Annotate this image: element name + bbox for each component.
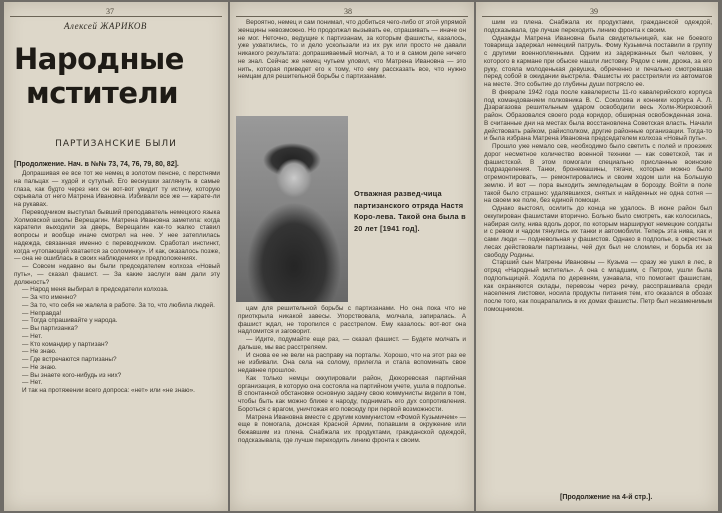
page-number: 39 bbox=[590, 7, 598, 16]
paragraph: Как только немцы оккупировали район, Дюкоревская партийная организация, в которую она состояла на партийном учете, ушла в подполье. В спонтанной обстановке основную задачу свою коммунисты видели в том, чтобы быть как можно ближе к народу, поднимать его дух сопротивления. Бороться с врагом, уничтожая его повсюду при первой возможности. bbox=[238, 374, 466, 413]
paragraph: — За то, что себя не жалела в работе. За то, что любила людей. bbox=[22, 301, 215, 309]
paragraph: В феврале 1942 года после кавалеристы 11-го кавалерийского корпуса под командованием полковника В. С. Соколова и конники корпуса А. Л. Дзарагазова решительным ударом освободили весь Холм-Жирковский район. Образовался своего рода коридор, обширная освобожденная зона. В считанные дни на местах была восстановлена Советская власть. Начали действовать райком, райисполком, другие районные организации. Тогда-то и была избрана Матрена Ивановна председателем колхоза «Новый путь». bbox=[484, 88, 712, 143]
paragraph: — Нет. bbox=[22, 332, 43, 340]
page-number: 38 bbox=[344, 7, 352, 16]
paragraph: Старший сын Матрены Ивановны — Кузьма — сразу же ушел в лес, в отряд «Народный мститель». А она с младшим, с Петром, ушли была подпольщицей. Ходила по деревням, узнавала, что помогает фашистам, как охраняются склады, перевозы через речку, расспрашивала среди населения листовки, носила продукты питания тем, кто оказался в обозах после того, как поцарапались в их домах фашисты. Петр был незаменимым помощником. bbox=[484, 259, 712, 313]
paragraph: Допрашивая ее все тот же немец в золотом пенсне, с перстнями на пальцах — худой и сутулый. Его веснушки заглянуть в самые глаза, как будто через них он вот-вот увидит ту истину, которую скрывала от него Матрена Ивановна. Избивали все же — карате-ли на рукавах. bbox=[14, 170, 220, 208]
paragraph: Прошло уже немало сев, необходимо было светить с полей и проезжих дорог несметное количество военной техники — как советской, так и фашистской. В этом помогали специально присланные воинские подразделения. Танки, бронемашины, тягачи, которые можно было отремонтировать, — ремонтировались и своим ходом шли на Большую землю. И вот — пора выходить земледельцам в борозду. Войти в поле такой было страшно: удалявшихся, снятых и найденных не одна сотня — на своем же поле, без единой помощи. bbox=[484, 143, 712, 205]
paragraph: — Вы знаете кого-нибудь из них? bbox=[22, 371, 122, 379]
page-39 bbox=[476, 2, 718, 511]
paragraph: Однако выстоял, осилить до конца не удалось. В июне район был оккупирован фашистами вторично. Больно было смотреть, как колосилась, набирая силу, нива вдоль дорог, по которым маршируют немецкие солдаты и с ревом и чадом тянулись их танки и автомобили. Теперь эта нива, как и сами люди — подневольная у фашистов. Однако в подполье, в окрестных лесах действовали партизаны, чей дух был не сломлен, и борьба их за свободу Родины. bbox=[484, 205, 712, 259]
author-byline: Алексей ЖАРИКОВ bbox=[64, 21, 147, 31]
paragraph: — За что именно? bbox=[22, 294, 77, 301]
paragraph: — Не знаю. bbox=[22, 348, 57, 356]
body-text-p38-bottom bbox=[238, 305, 466, 511]
paragraph: Однажды Матрена Ивановна была свидетельницей, как не боевого товарища задержал немецкий патруль. Фому Кузьмича поставили в группу с другими военнопленными. Одним из задержанных был человек, у которого в кармане при обыске нашли листовку. Рядом с ним, дрожа, за его руку, стояла молоденькая девушка, обреченно и печально смотревшая перед собой в ожидании выстрела. Фашисты их расстреляли из автоматов на месте. Это событие до глубины души потрясло ее. bbox=[484, 34, 712, 88]
page-number: 37 bbox=[106, 7, 114, 16]
paragraph: шим из плена. Снабжала их продуктами, гражданской одеждой, подсказывала, где лучше переходить линию фронта к своим. bbox=[484, 19, 712, 34]
paragraph: — Не знаю. bbox=[22, 363, 57, 371]
paragraph: — Неправда! bbox=[22, 309, 62, 317]
paragraph: И так на протяжении всего допроса: «нет» или «не знаю». bbox=[22, 387, 195, 394]
header-rule bbox=[482, 16, 712, 17]
paragraph: — Народ меня выбирал в председатели колхоза. bbox=[22, 286, 169, 294]
paragraph: — Совсем недавно вы были председателем колхоза «Новый путь», — сказал фашист. — За какие заслуги вам дали эту должность? bbox=[14, 263, 220, 286]
title-line-2: мстители bbox=[26, 76, 179, 110]
article-title bbox=[14, 42, 184, 110]
title-line-1: Народные bbox=[14, 42, 184, 76]
header-rule bbox=[10, 16, 222, 17]
paragraph: — Вы партизанка? bbox=[22, 325, 78, 332]
paragraph: Матрена Ивановна вместе с другим коммунистом «Фомой Кузьмичем» — еще в помогала, донская Красной Армии, попавшим в окружение или бежавшим из плена. Снабжала их продуктами, гражданской одеждой, подсказывала, где лучше переходить линию фронта к своим. bbox=[238, 413, 466, 444]
paragraph: — Тогда спрашивайте у народа. bbox=[22, 317, 118, 325]
paragraph: И снова ее не вели на расправу на порталы. Хорошо, что на этот раз ее не избивали. Она села на солому, прилегла и стала вспоминать свое недавнее прошлое. bbox=[238, 351, 466, 374]
body-text-p38-top bbox=[238, 19, 466, 115]
continued-note: [Продолжение на 4-й стр.]. bbox=[560, 494, 653, 501]
continuation-note: [Продолжение. Нач. в №№ 73, 74, 76, 79, 80, 82]. bbox=[14, 161, 179, 168]
paragraph: Вероятно, немец и сам понимал, что добиться чего-либо от этой упрямой женщины невозможно. Но продолжал вызывать ее, спрашивать — иначе он не мог. Неточно, ведущие к партизанам, за которым фашисты, казалось, уже ухватились, то и дело ускользали из их рук или просто не давали никакого результата: допрашиваемый молчал, а то и в самом деле ничего не знал. Сейчас же немец чутьем уловил, что Матрена Ивановна — это нить, которая приведет его к тому, что ему рассказать все, что нужно немцам для решительной борьбы с партизанами. bbox=[238, 19, 466, 81]
paragraph: — Идите, подумайте еще раз, — сказал фашист. — Будете молчать и дальше, мы вас расстреляем. bbox=[238, 336, 466, 351]
paragraph: Переводчиком выступал бывший преподаватель немецкого языка Холмовской школы Верещагин. Матрена Ивановна заметила: когда каратели выходили за дверь, Верещагин как-то жалко ставил вопросы и вообще иначе смотрел на нее. У нее затеплилась надежда, связанная именно с переводчиком. Сработал инстинкт, когда «утопающий хватается за соломинку». И как, оказалось позже, — она не ошиблась в своих наблюдениях и предположениях. bbox=[14, 208, 220, 263]
body-text-p37 bbox=[14, 170, 220, 510]
page-37 bbox=[4, 2, 228, 511]
portrait-photo bbox=[236, 116, 348, 302]
page-38 bbox=[230, 2, 474, 511]
paragraph: — Нет. bbox=[22, 379, 43, 387]
paragraph: цам для решительной борьбы с партизанами. Но она пока что не приоткрыла никакой завесы. Упорствовала, молчала, запиралась. А фашист ждал, не торопился с расстрелом. Ему казалось: вот-вот она надломится и заговорит. bbox=[238, 305, 466, 336]
body-text-p39 bbox=[484, 19, 712, 493]
paragraph: — Кто командир у партизан? bbox=[22, 340, 109, 348]
header-rule bbox=[236, 16, 468, 17]
paragraph: — Где встречаются партизаны? bbox=[22, 356, 117, 363]
photo-caption: Отважная развед-чица партизанского отряда Настя Коро-лева. Такой она была в 20 лет [1941 год]. bbox=[354, 189, 466, 233]
article-subtitle: ПАРТИЗАНСКИЕ БЫЛИ bbox=[55, 139, 177, 149]
